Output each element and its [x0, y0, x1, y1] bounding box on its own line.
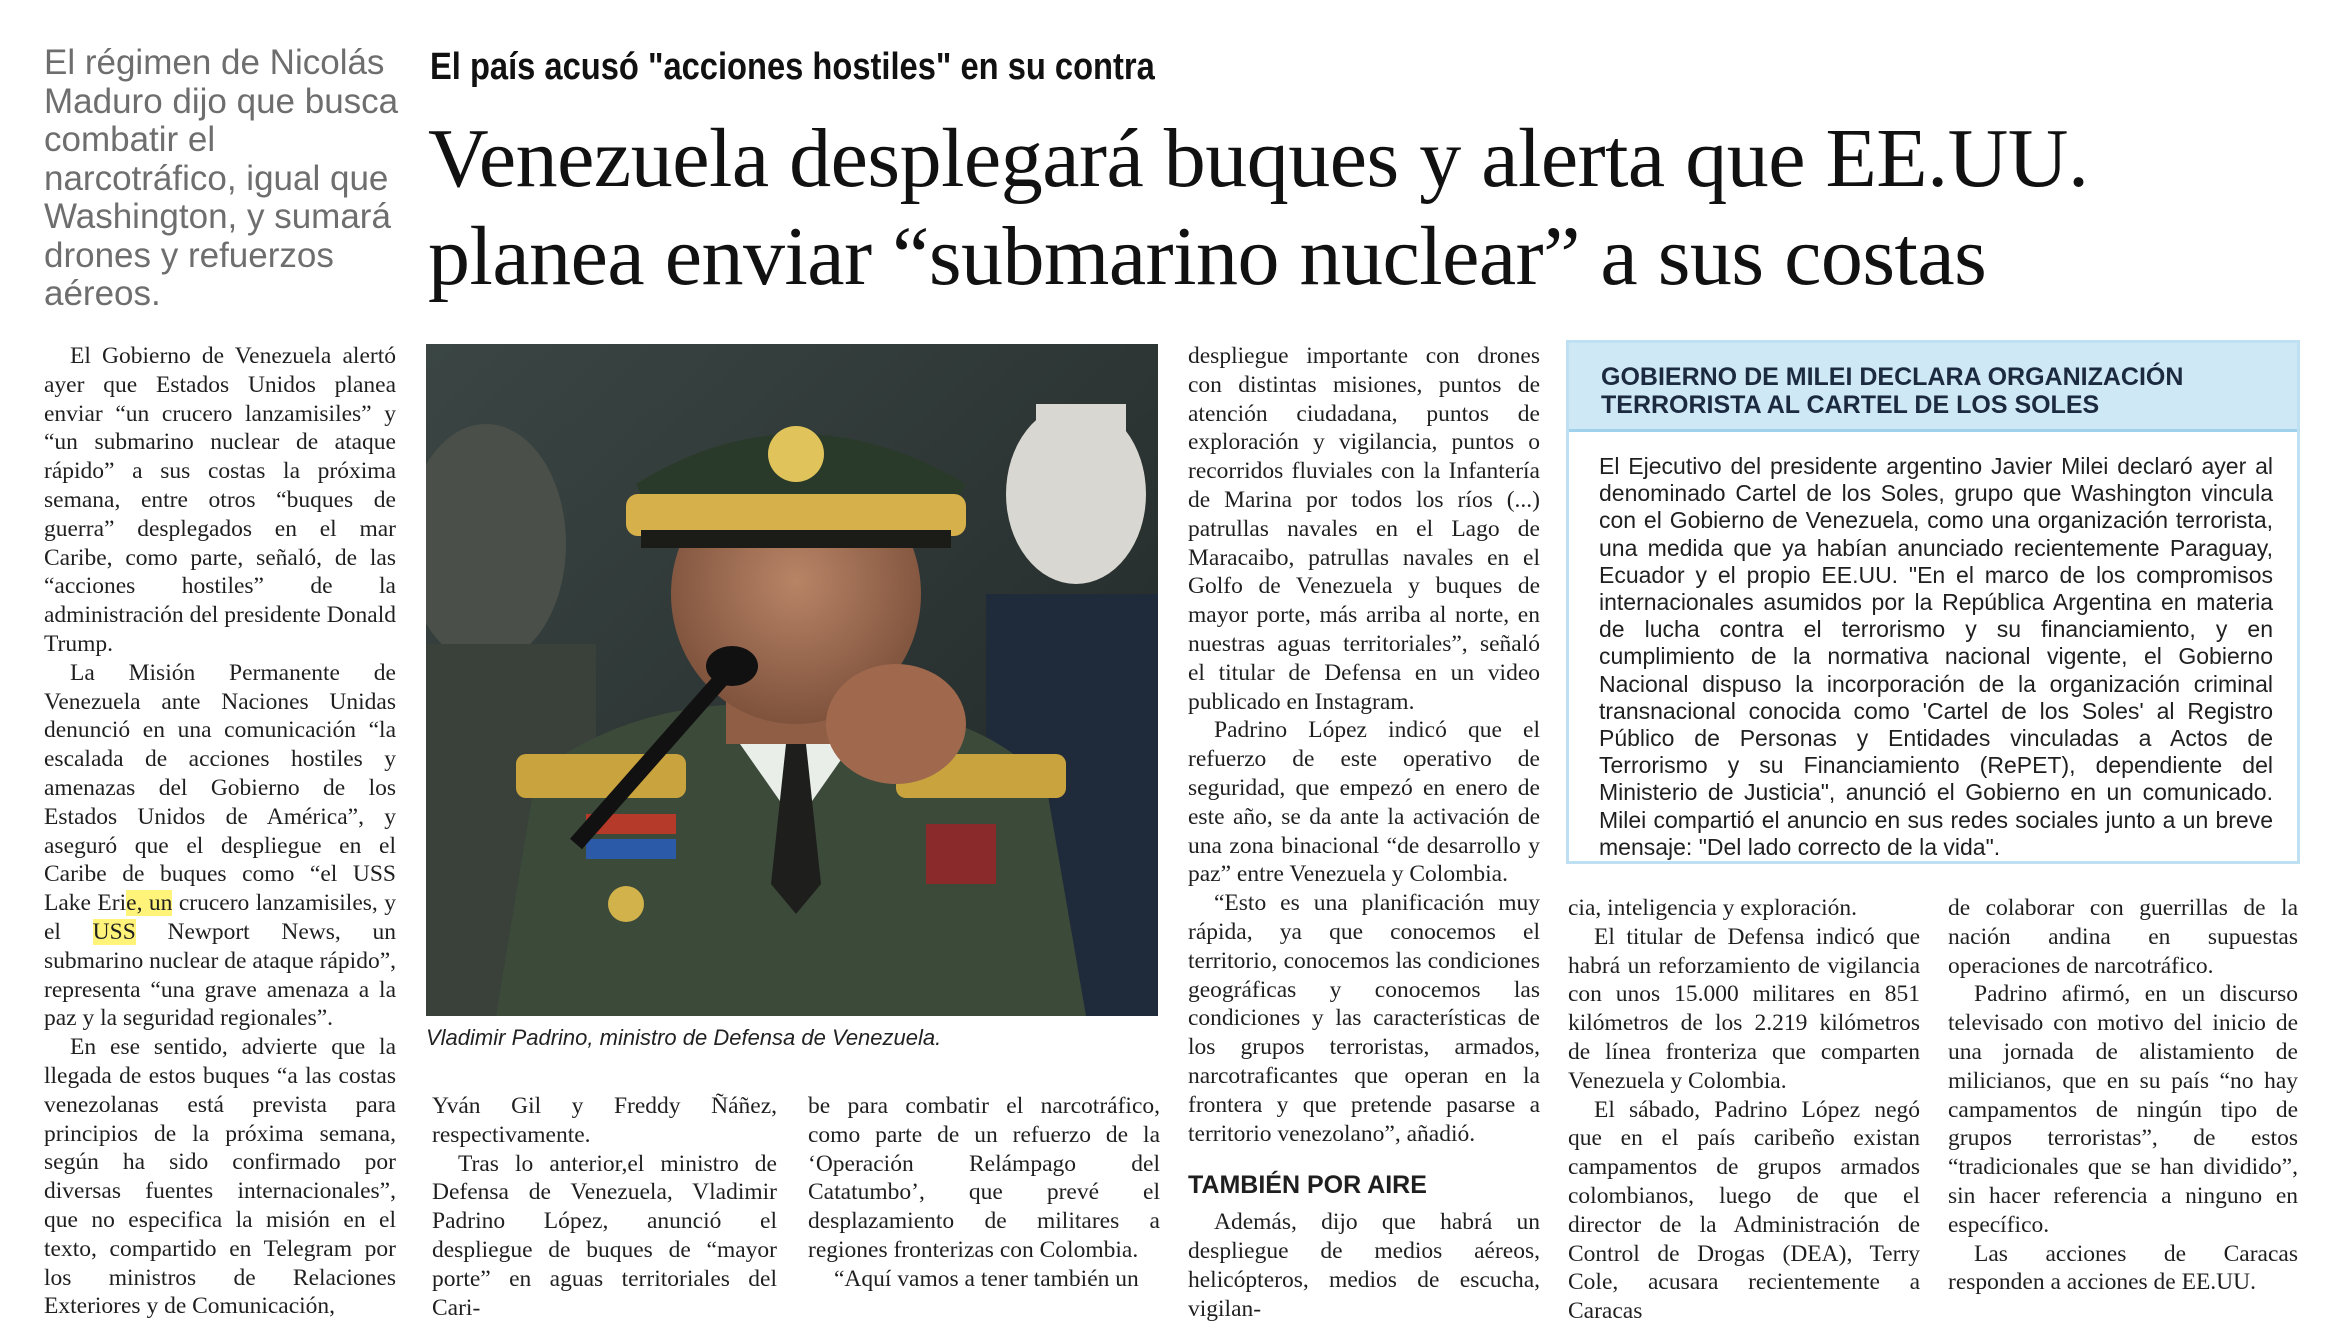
article-deck: El régimen de Nicolás Maduro dijo que busca combatir el narcotráfico, igual que Washington, y sumará drones y refuerzos aéreos. [44, 43, 399, 313]
paragraph: Además, dijo que habrá un despliegue de medios aéreos, helicópteros, medios de escucha, vigilan- [1188, 1209, 1540, 1322]
paragraph: Padrino afirmó, en un discurso televisado con motivo del inicio de una jornada de alistamiento de milicianos, que en su país “no hay campamentos de ningún tipo de grupos terroristas”, de estos “tradicionales que se han dividido”, sin hacer referencia a ninguno en específico. [1948, 981, 2298, 1238]
body-column-5 [1568, 894, 1920, 1326]
paragraph: Las acciones de Caracas responden a acciones de EE.UU. [1948, 1240, 2298, 1296]
paragraph: “Esto es una planificación muy rápida, ya que conocemos el territorio, conocemos las condiciones geográficas y conocemos las condiciones y las características de los grupos terroristas, armados, narcotraficantes que operan en la frontera y que pretende pasarse a territorio venezolano”, añadió. [1188, 890, 1540, 1147]
paragraph: “Aquí vamos a tener también un [834, 1265, 1139, 1292]
paragraph: cia, inteligencia y exploración. [1568, 895, 1858, 921]
sidebar-box [1566, 340, 2300, 864]
article-kicker: El país acusó "acciones hostiles" en su contra [430, 46, 1155, 88]
article-headline [428, 110, 2328, 306]
text-run: La Misión Permanente de Venezuela ante Naciones Unidas denunció en una comunicación “la escalada de acciones hostiles y amenazas del Gobierno de los Estados Unidos de América”, y aseguró que el despliegue en el Caribe de buques como “el USS Lake Eri [44, 659, 396, 917]
paragraph: Yván Gil y Freddy Ñáñez, respectivamente. [432, 1093, 777, 1148]
photo-caption: Vladimir Padrino, ministro de Defensa de Venezuela. [426, 1025, 942, 1050]
news-photo [426, 344, 1158, 1016]
paragraph: despliegue importante con drones con distintas misiones, puntos de atención ciudadana, puntos de exploración y vigilancia, puntos o recorridos fluviales con la Infantería de Marina por todos los ríos (...) patrullas navales en el Lago de Maracaibo, patrullas navales en el Golfo de Venezuela y buques de mayor porte, más arriba al norte, en nuestras aguas territoriales”, señaló el titular de Defensa en un video publicado en Instagram. [1188, 343, 1540, 715]
body-column-2 [432, 1092, 777, 1322]
body-column-3 [808, 1092, 1160, 1294]
paragraph: de colaborar con guerrillas de la nación andina en supuestas operaciones de narcotráfico. [1948, 895, 2298, 979]
paragraph [44, 659, 396, 1033]
highlighted-text: e, un [126, 890, 173, 917]
body-column-1 [44, 342, 396, 1321]
body-column-6 [1948, 894, 2298, 1297]
paragraph: Tras lo anterior,el ministro de Defensa de Venezuela, Vladimir Padrino López, anunció el despliegue de buques de “mayor porte” en aguas territoriales del Cari- [432, 1150, 777, 1321]
paragraph: El Gobierno de Venezuela alertó ayer que Estados Unidos planea enviar “un crucero lanzamisiles” y “un submarino nuclear de ataque rápido” a sus costas la próxima semana, entre otros “buques de guerra” desplegados en el mar Caribe, como parte, señaló, de las “acciones hostiles” de la administración del presidente Donald Trump. [44, 343, 396, 657]
paragraph: Padrino López indicó que el refuerzo de este operativo de seguridad, que empezó en enero de este año, se da ante la activación de una zona binacional “de desarrollo y paz” entre Venezuela y Colombia. [1188, 717, 1540, 888]
paragraph: El sábado, Padrino López negó que en el país caribeño existan campamentos de grupos armados colombianos, luego de que el director de la Administración de Control de Drogas (DEA), Terry Cole, acusara recientemente a Caracas [1568, 1096, 1920, 1325]
photo-illustration [426, 344, 1158, 1016]
paragraph: be para combatir el narcotráfico, como parte de un refuerzo de la ‘Operación Relámpago del Catatumbo’, que prevé el desplazamiento de militares a regiones fronterizas con Colombia. [808, 1093, 1160, 1263]
sidebar-title: GOBIERNO DE MILEI DECLARA ORGANIZACIÓN TERRORISTA AL CARTEL DE LOS SOLES [1569, 343, 2297, 429]
section-subhead: TAMBIÉN POR AIRE [1188, 1171, 1427, 1200]
headline-line-1: Venezuela desplegará buques y alerta que EE.UU. [428, 112, 2089, 205]
paragraph: El titular de Defensa indicó que habrá un reforzamiento de vigilancia con unos 15.000 militares en 851 kilómetros de los 2.219 kilómetros de línea fronteriza que comparten Venezuela y Colombia. [1568, 923, 1920, 1094]
highlighted-text: USS [92, 918, 136, 945]
sidebar-body: El Ejecutivo del presidente argentino Javier Milei declaró ayer al denominado Cartel de los Soles, grupo que Washington vincula con el Gobierno de Venezuela, como una organización terrorista, una medida que ya habían anunciado recientemente Paraguay, Ecuador y el propio EE.UU. "En el marco de los compromisos internacionales asumidos por la República Argentina en materia de lucha contra el terrorismo y su financiamiento, y en cumplimiento de la normativa nacional vigente, el Gobierno Nacional dispuso la incorporación de la organización criminal transnacional conocida como 'Cartel de los Soles' al Registro Público de Personas y Entidades vinculadas a Actos de Terrorismo y su Financiamiento (RePET), dependiente del Ministerio de Justicia", anunció el Gobierno en un comunicado. Milei compartió el anuncio en sus redes sociales junto a un breve mensaje: "Del lado correcto de la vida". [1599, 453, 2273, 860]
text-run: Newport News, un submarino nuclear de ataque rápido”, representa “una grave amenaza a la paz y la seguridad regionales”. [44, 918, 396, 1032]
sidebar-divider [1569, 429, 2297, 432]
headline-line-2: planea enviar “submarino nuclear” a sus costas [428, 210, 1987, 303]
paragraph: En ese sentido, advierte que la llegada de estos buques “a las costas venezolanas está prevista para principios de la próxima semana, según ha sido confirmado por diversas fuentes internacionales”, que no especifica la misión en el texto, compartido en Telegram por los ministros de Relaciones Exteriores y de Comunicación, [44, 1034, 396, 1320]
body-column-4 [1188, 342, 1540, 1324]
text-run: crucero lanzamisiles, y el [44, 890, 396, 945]
